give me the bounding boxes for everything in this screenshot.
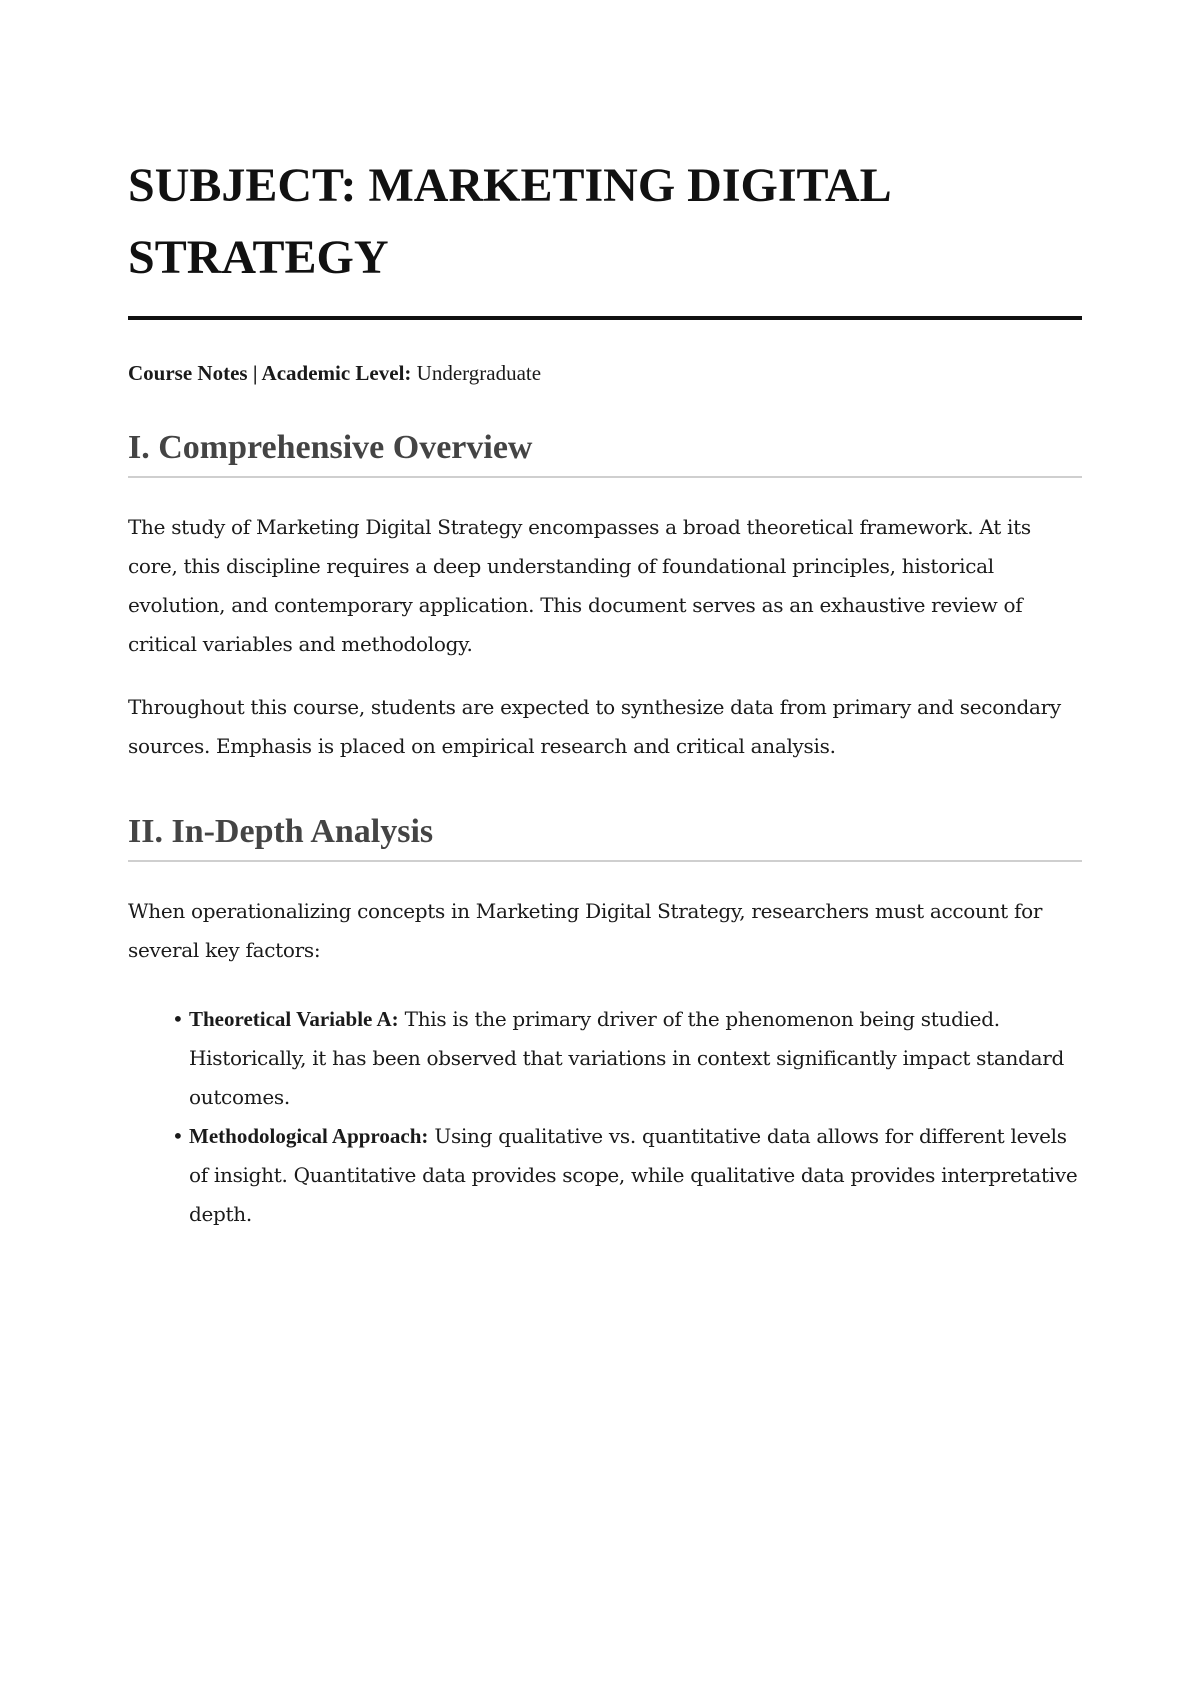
academic-level-value: Undergraduate: [411, 361, 542, 385]
list-item-text: This is the primary driver of the phenomenon being studied. Historically, it has been observed that variations in context significantly impact standard outcomes.: [189, 1007, 1064, 1109]
list-item-lead: Theoretical Variable A:: [189, 1007, 399, 1031]
meta-separator: |: [247, 361, 262, 385]
section-overview: [128, 424, 1082, 766]
document-page: [128, 150, 1082, 1234]
section-divider: [128, 860, 1082, 862]
section-divider: [128, 476, 1082, 478]
course-meta: [128, 358, 1082, 388]
title-divider: [128, 316, 1082, 320]
key-factors-list: [128, 1000, 1082, 1234]
overview-paragraph-2: Throughout this course, students are expected to synthesize data from primary and secondary sources. Emphasis is placed on empirical research and critical analysis.: [128, 695, 1061, 758]
bullet-icon: •: [172, 1007, 184, 1031]
section-analysis: [128, 808, 1082, 1234]
section-heading-overview: I. Comprehensive Overview: [128, 429, 533, 466]
list-item: [172, 1117, 1082, 1234]
overview-paragraph-1: The study of Marketing Digital Strategy encompasses a broad theoretical framework. At its core, this discipline requires a deep understanding of foundational principles, historical evolution, and contemporary application. This document serves as an exhaustive review of critical variables and methodology.: [128, 515, 1031, 656]
document-title: SUBJECT: MARKETING DIGITAL STRATEGY: [128, 159, 890, 284]
course-notes-label: Course Notes: [128, 361, 248, 385]
list-item-text: Using qualitative vs. quantitative data allows for different levels of insight. Quantitative data provides scope, while qualitative data provides interpretative depth.: [189, 1124, 1078, 1226]
section-heading-analysis: II. In-Depth Analysis: [128, 813, 434, 850]
list-item-lead: Methodological Approach:: [189, 1124, 429, 1148]
academic-level-label: Academic Level:: [261, 361, 412, 385]
analysis-intro-paragraph: When operationalizing concepts in Marketing Digital Strategy, researchers must account for several key factors:: [128, 899, 1043, 962]
bullet-icon: •: [172, 1124, 184, 1148]
list-item: [172, 1000, 1082, 1117]
